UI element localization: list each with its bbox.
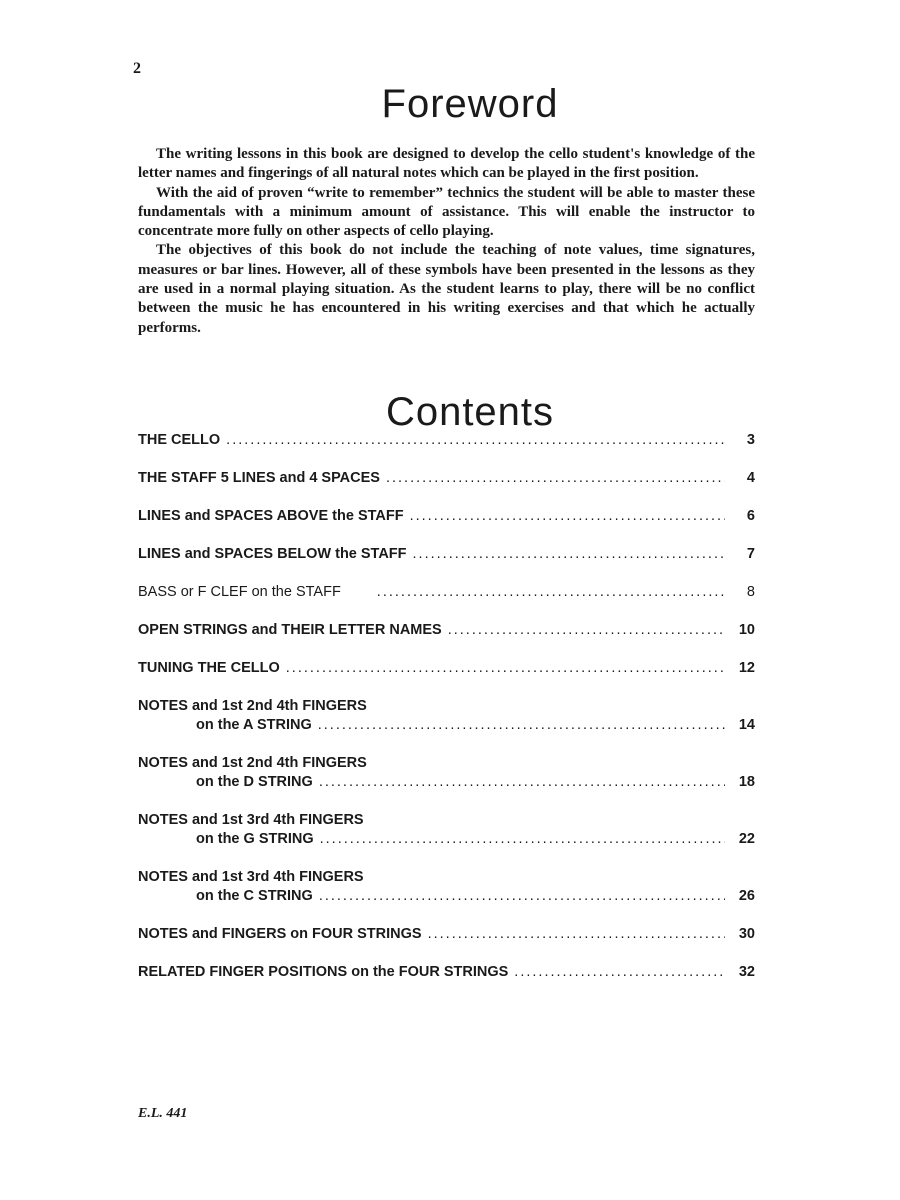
- toc-page-number: 3: [746, 432, 755, 448]
- toc-leader: [318, 716, 725, 735]
- toc-entry: [138, 697, 755, 735]
- toc-leader: [514, 963, 725, 982]
- foreword-title: Foreword: [381, 82, 559, 126]
- toc-entry-subtitle: on the D STRING: [196, 774, 313, 790]
- toc-entry: [138, 868, 755, 906]
- toc-entry: [138, 507, 755, 526]
- foreword-paragraph: The objectives of this book do not include the teaching of note values, time signatures, measures or bar lines. However, all of these symbols have been presented in the lessons as they are used in a normal playing situation. As the student learns to play, there will be no conflict between the music he has encountered in his writing exercises and that which he actually performs.: [138, 242, 755, 336]
- toc-entry: [138, 431, 755, 450]
- toc-page-number: 22: [738, 831, 755, 847]
- foreword-paragraph: With the aid of proven “write to remember” technics the student will be able to master these fundamentals with a minimum amount of assistance. This will enable the instructor to concentrate more fully on other aspects of cello playing.: [138, 184, 755, 240]
- toc-leader: [226, 431, 725, 450]
- toc-page-number: 7: [746, 546, 755, 562]
- toc-leader: [428, 925, 725, 944]
- toc-leader: [413, 545, 725, 564]
- toc-entry-title: TUNING THE CELLO: [138, 660, 280, 676]
- toc-entry-subtitle: on the A STRING: [196, 717, 312, 733]
- toc-entry: [138, 583, 755, 602]
- toc-page-number: 14: [738, 717, 755, 733]
- toc-entry-title: THE STAFF 5 LINES and 4 SPACES: [138, 470, 380, 486]
- toc-entry: [138, 659, 755, 678]
- toc-leader: [377, 583, 725, 602]
- contents-title: Contents: [385, 390, 555, 434]
- toc-entry-title: RELATED FINGER POSITIONS on the FOUR STRINGS: [138, 964, 509, 980]
- toc-leader: [286, 659, 725, 678]
- toc-entry-title: NOTES and 1st 2nd 4th FINGERS: [138, 698, 367, 714]
- toc-page-number: 4: [746, 470, 755, 486]
- toc-page-number: 18: [738, 774, 755, 790]
- foreword-body: [138, 145, 755, 338]
- page-number: 2: [133, 60, 141, 77]
- toc-leader: [386, 469, 725, 488]
- toc-page-number: 12: [738, 660, 755, 676]
- toc-leader: [319, 887, 725, 906]
- toc-leader: [319, 773, 725, 792]
- toc-entry: [138, 469, 755, 488]
- toc-entry-title: NOTES and 1st 2nd 4th FINGERS: [138, 755, 367, 771]
- toc-entry: [138, 963, 755, 982]
- toc-entry-title: NOTES and 1st 3rd 4th FINGERS: [138, 812, 364, 828]
- toc-page-number: 26: [738, 888, 755, 904]
- toc-page-number: 32: [738, 964, 755, 980]
- table-of-contents: [138, 428, 755, 980]
- toc-entry: [138, 545, 755, 564]
- toc-entry-title: NOTES and 1st 3rd 4th FINGERS: [138, 869, 364, 885]
- toc-leader: [410, 507, 725, 526]
- toc-entry-subtitle: on the G STRING: [196, 831, 314, 847]
- footer-code: E.L. 441: [138, 1106, 188, 1121]
- toc-entry-title: THE CELLO: [138, 432, 221, 448]
- toc-leader: [448, 621, 725, 640]
- toc-entry: [138, 754, 755, 792]
- toc-entry: [138, 621, 755, 640]
- toc-entry-title: BASS or F CLEF on the STAFF: [138, 584, 341, 600]
- toc-page-number: 6: [746, 508, 755, 524]
- toc-page-number: 30: [738, 926, 755, 942]
- toc-entry-subtitle: on the C STRING: [196, 888, 313, 904]
- toc-entry-title: NOTES and FINGERS on FOUR STRINGS: [138, 926, 422, 942]
- foreword-paragraph: The writing lessons in this book are designed to develop the cello student's knowledge of the letter names and fingerings of all natural notes which can be played in the first position.: [138, 146, 755, 182]
- toc-entry: [138, 925, 755, 944]
- toc-entry: [138, 811, 755, 849]
- toc-entry-title: LINES and SPACES BELOW the STAFF: [138, 546, 407, 562]
- toc-page-number: 10: [738, 622, 755, 638]
- toc-entry-title: OPEN STRINGS and THEIR LETTER NAMES: [138, 622, 442, 638]
- toc-entry-title: LINES and SPACES ABOVE the STAFF: [138, 508, 404, 524]
- toc-page-number: 8: [746, 584, 755, 600]
- toc-leader: [320, 830, 725, 849]
